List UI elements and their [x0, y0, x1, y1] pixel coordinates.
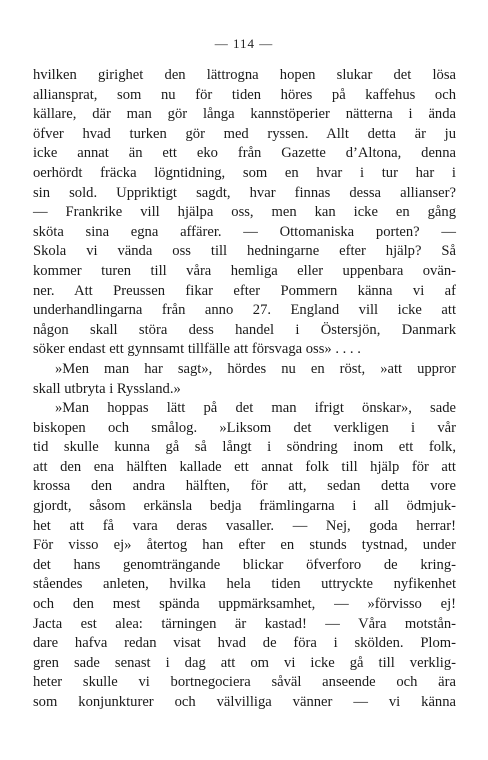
text-line: att den ena hälften kallade ett annat folk till hjälp för att	[33, 458, 456, 475]
page-number: — 114 —	[214, 36, 274, 51]
paragraph	[33, 399, 456, 713]
text-line: För visso ej» återtog han efter en stunds tystnad, under	[33, 537, 456, 554]
body-text	[33, 66, 456, 713]
text-line: sin sold. Uppriktigt sagdt, hvar finnas dessa allianser?	[33, 184, 456, 201]
text-line: skall utbryta i Ryssland.»	[33, 380, 181, 397]
text-line: Jacta est alea: tärningen är kastad! — Våra motstån-	[33, 615, 456, 632]
text-line: krossa den andra hälften, för att, sedan detta vore	[33, 478, 456, 495]
text-line: det hans genomträngande blickar öfverforo de kring-	[33, 556, 456, 573]
text-line: ståendes anleten, hvilka hela tiden uttryckte nyfikenhet	[33, 576, 456, 593]
text-line: — Frankrike vill hjälpa oss, men kan icke en gång	[33, 204, 456, 221]
text-line: någon skall störa dess handel i Östersjön, Danmark	[33, 321, 456, 338]
text-line: sköta sina egna affärer. — Ottomaniska porten? —	[33, 223, 456, 240]
text-line: het att få vara deras vasaller. — Nej, goda herrar!	[33, 517, 456, 534]
text-line: oerhördt fräcka lögntidning, som en hvar i tur har i	[33, 164, 456, 181]
text-line: källare, där man gör långa kannstöperier nätterna i ända	[33, 106, 456, 123]
text-line: »Men man har sagt», hördes nu en röst, »att uppror	[55, 360, 456, 377]
text-line: kommer turen till våra hemliga eller uppenbara ovän-	[33, 262, 456, 279]
text-line: dare hafva redan visat hvad de föra i skölden. Plom-	[33, 635, 456, 652]
text-line: alliansprat, som nu för tiden höres på kaffehus och	[33, 86, 456, 103]
paragraph	[33, 66, 456, 360]
text-line: Skola vi vända oss till hedningarne efter hjälp? Så	[33, 243, 456, 260]
text-line: underhandlingarna från anno 27. England vill icke att	[33, 302, 456, 319]
text-line: som konjunkturer och välvilliga vänner — vi känna	[33, 694, 456, 710]
text-line: gjordt, såsom erkänsla bedja främlingarna i all ödmjuk-	[33, 498, 456, 515]
text-line: hvilken girighet den lättrogna hopen slukar det lösa	[33, 67, 456, 83]
text-line: och den mest spända uppmärksamhet, — »förvisso ej!	[33, 596, 456, 613]
text-line: icke annat än ett eko från Gazette d’Altona, denna	[33, 145, 456, 162]
text-line: ner. Att Preussen fikar efter Pommern känna vi af	[33, 282, 456, 299]
text-line: heter skulle vi bortnegociera såväl anseende och ära	[33, 674, 456, 691]
text-line: biskopen och smålog. »Liksom det verkligen i vår	[33, 419, 456, 436]
text-line: söker endast ett gynnsamt tillfälle att försvaga oss» . . . .	[33, 341, 361, 358]
text-line: öfver hvad turken gör med ryssen. Allt detta är ju	[33, 125, 456, 142]
text-line: tid skulle kunna gå så långt i söndring inom ett folk,	[33, 439, 456, 456]
text-line: gren sade senast i dag att om vi icke gå till verklig-	[33, 654, 456, 671]
text-line: »Man hoppas lätt på det man ifrigt önskar», sade	[55, 400, 456, 417]
paragraph	[33, 360, 456, 399]
